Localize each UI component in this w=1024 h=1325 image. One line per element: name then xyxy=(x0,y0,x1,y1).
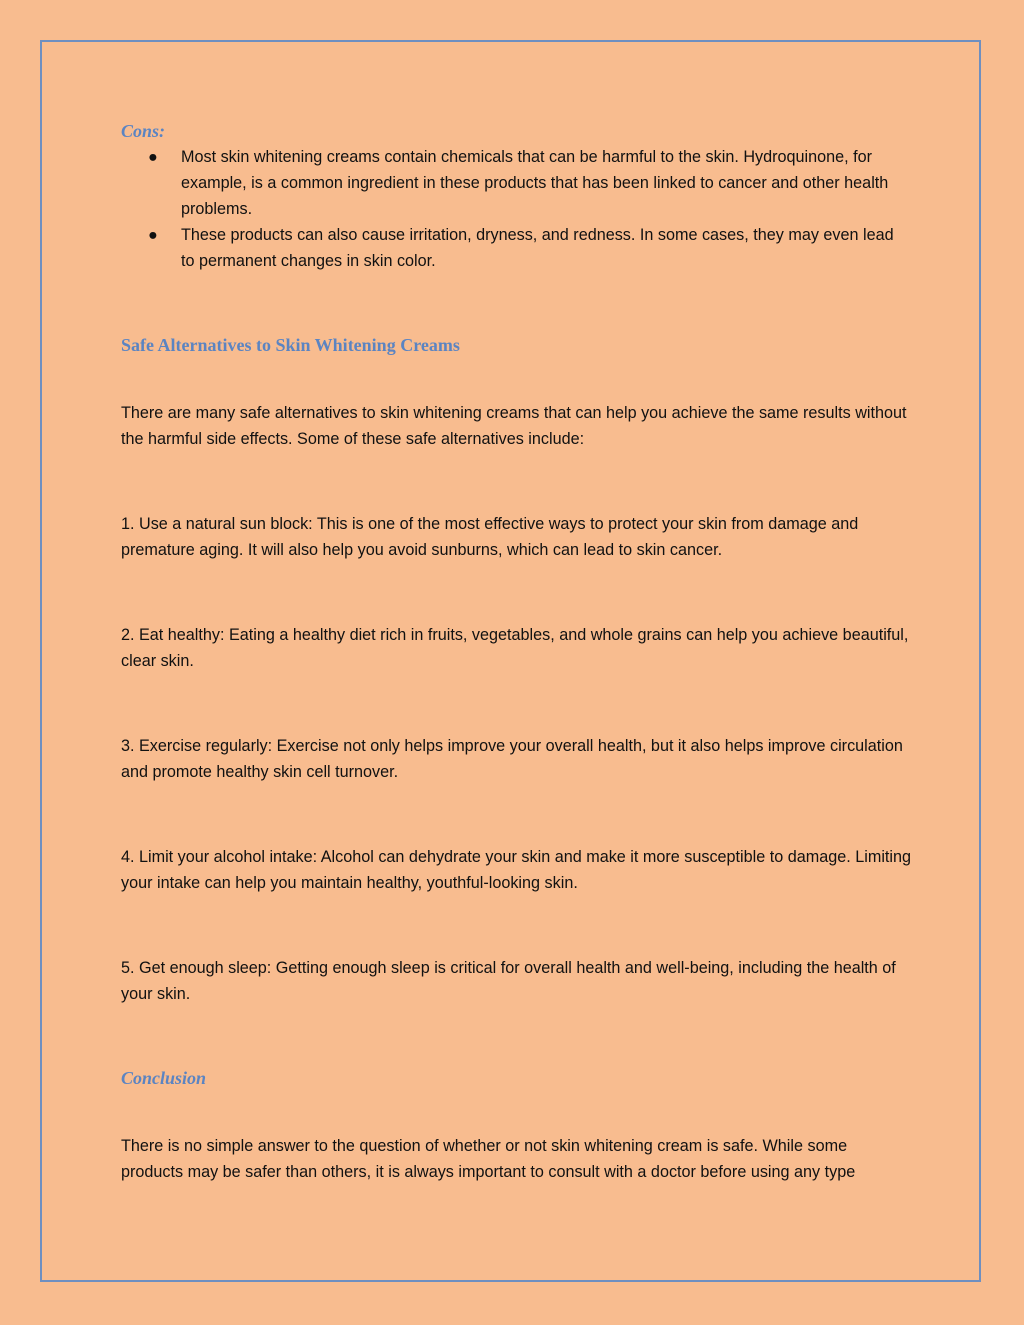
cons-item xyxy=(121,144,911,222)
alternative-item: 1. Use a natural sun block: This is one of the most effective ways to protect your skin from damage and premature aging. It will also help you avoid sunburns, which can lead to skin cancer. xyxy=(121,515,859,559)
cons-list xyxy=(121,144,911,274)
alternative-item: 3. Exercise regularly: Exercise not only helps improve your overall health, but it also helps improve circulation and promote healthy skin cell turnover. xyxy=(121,737,903,781)
bullet-icon: ● xyxy=(148,226,158,244)
cons-item-text: Most skin whitening creams contain chemicals that can be harmful to the skin. Hydroquinone, for example, is a common ingredient in these products that has been linked to cancer and other health problems. xyxy=(181,148,889,218)
cons-item-text: These products can also cause irritation, dryness, and redness. In some cases, they may even lead to permanent changes in skin color. xyxy=(181,226,894,270)
cons-heading: Cons: xyxy=(121,121,166,141)
conclusion-text: There is no simple answer to the question of whether or not skin whitening cream is safe. While some products may be safer than others, it is always important to consult with a doctor before using any type xyxy=(121,1137,856,1181)
bullet-icon: ● xyxy=(148,148,158,166)
alternatives-intro: There are many safe alternatives to skin whitening creams that can help you achieve the same results without the harmful side effects. Some of these safe alternatives include: xyxy=(121,404,907,448)
document-content xyxy=(121,118,911,1185)
alternative-item: 5. Get enough sleep: Getting enough sleep is critical for overall health and well-being, including the health of your skin. xyxy=(121,959,896,1003)
alternatives-heading: Safe Alternatives to Skin Whitening Creams xyxy=(121,335,460,355)
conclusion-heading: Conclusion xyxy=(121,1068,207,1088)
alternative-item: 4. Limit your alcohol intake: Alcohol can dehydrate your skin and make it more susceptible to damage. Limiting your intake can help you maintain healthy, youthful-looking skin. xyxy=(121,848,912,892)
alternative-item: 2. Eat healthy: Eating a healthy diet rich in fruits, vegetables, and whole grains can help you achieve beautiful, clear skin. xyxy=(121,626,909,670)
cons-item xyxy=(121,222,911,274)
